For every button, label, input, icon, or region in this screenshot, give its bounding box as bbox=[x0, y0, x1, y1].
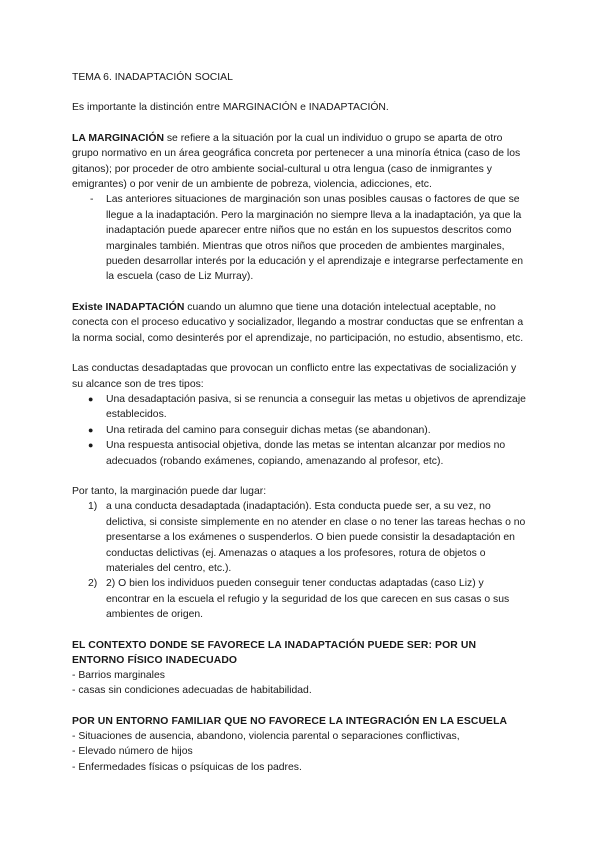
list-item bbox=[72, 438, 530, 469]
list-item: - casas sin condiciones adecuadas de habitabilidad. bbox=[72, 685, 312, 697]
por-tanto-numbered-list bbox=[72, 499, 530, 622]
list-item bbox=[72, 423, 530, 438]
list-item bbox=[72, 576, 530, 622]
inadaptacion-paragraph bbox=[72, 300, 530, 346]
marginacion-dash-list bbox=[72, 192, 530, 284]
list-item: - Elevado número de hijos bbox=[72, 746, 193, 758]
contexto-heading: EL CONTEXTO DONDE SE FAVORECE LA INADAPTACIÓN PUEDE SER: POR UN ENTORNO FÍSICO INADECUADO bbox=[72, 639, 477, 666]
list-item: - Barrios marginales bbox=[72, 670, 165, 681]
list-item bbox=[72, 499, 530, 576]
conductas-bullet-list bbox=[72, 392, 530, 469]
number-marker: 1) bbox=[88, 501, 98, 513]
list-item: - Enfermedades físicas o psíquicas de los padres. bbox=[72, 761, 302, 773]
inadaptacion-term: Existe INADAPTACIÓN bbox=[72, 301, 185, 313]
document-title: TEMA 6. INADAPTACIÓN SOCIAL bbox=[72, 72, 233, 83]
list-item: - Situaciones de ausencia, abandono, violencia parental o separaciones conflictivas, bbox=[72, 731, 460, 743]
marginacion-paragraph bbox=[72, 131, 530, 193]
conductas-intro: Las conductas desadaptadas que provocan un conflicto entre las expectativas de socialización y su alcance son de tres tipos: bbox=[72, 363, 517, 390]
list-item-text: Una respuesta antisocial objetiva, donde las metas se intentan alcanzar por medios no adecuados (robando exámenes, copiando, amenazando al profesor, etc). bbox=[106, 440, 506, 467]
list-item bbox=[72, 192, 530, 284]
familiar-list bbox=[72, 729, 530, 775]
por-tanto-intro: Por tanto, la marginación puede dar lugar: bbox=[72, 485, 267, 497]
marginacion-definition: se refiere a la situación por la cual un individuo o grupo se aparta de otro grupo normativo en un área geográfica concreta por pertenecer a una minoría étnica (caso de los gitanos); por proceder de otro ambiente social-cultural u otra lengua (caso de inmigrantes y emigrantes) o por venir de un ambiente de pobreza, violencia, adicciones, etc. bbox=[72, 132, 521, 191]
list-item-text: Las anteriores situaciones de marginación son unas posibles causas o factores de que se llegue a la inadaptación. Pero la marginación no siempre lleva a la inadaptación, ya que la inadaptación puede aparecer entre niños que no están en los supuestos descritos como marginales también. Mientras que otros niños que proceden de ambientes marginales, pueden desarrollar interés por la educación y el aprendizaje e integrarse perfectamente en la escuela (caso de Liz Murray). bbox=[106, 194, 524, 283]
number-marker: 2) bbox=[88, 578, 98, 590]
list-item-text: a una conducta desadaptada (inadaptación). Esta conducta puede ser, a su vez, no delictiva, si consiste simplemente en no atender en clase o no tener las tareas hechas o no presentarse a los exámenes o suspenderlos. O bien puede consistir la desadaptación en conductas delictivas (ej. Amenazas o ataques a los profesores, rotura de objetos o materiales del centro, etc.). bbox=[106, 501, 526, 574]
inadaptacion-definition: cuando un alumno que tiene una dotación intelectual aceptable, no conecta con el proceso educativo y socializador, llegando a mostrar conductas que se enfrentan a la norma social, como desinterés por el aprendizaje, no participación, no estudio, absentismo, etc. bbox=[72, 301, 524, 344]
familiar-heading: POR UN ENTORNO FAMILIAR QUE NO FAVORECE LA INTEGRACIÓN EN LA ESCUELA bbox=[72, 715, 508, 727]
intro-paragraph: Es importante la distinción entre MARGINACIÓN e INADAPTACIÓN. bbox=[72, 102, 389, 114]
list-item-text: Una desadaptación pasiva, si se renuncia a conseguir las metas u objetivos de aprendizaje establecidos. bbox=[106, 393, 526, 421]
list-item-text: Una retirada del camino para conseguir dichas metas (se abandonan). bbox=[106, 424, 431, 436]
bullet-marker: ● bbox=[88, 440, 94, 451]
list-item-text: 2) O bien los individuos pueden conseguir tener conductas adaptadas (caso Liz) y encontrar en la escuela el refugio y la seguridad de los que carecen en sus casas o sus ambientes de origen. bbox=[106, 578, 510, 621]
bullet-marker: ● bbox=[88, 393, 94, 404]
list-item bbox=[72, 392, 530, 423]
bullet-marker: ● bbox=[88, 424, 94, 435]
marginacion-term: LA MARGINACIÓN bbox=[72, 132, 164, 144]
dash-marker: - bbox=[90, 194, 94, 206]
contexto-list bbox=[72, 668, 530, 699]
